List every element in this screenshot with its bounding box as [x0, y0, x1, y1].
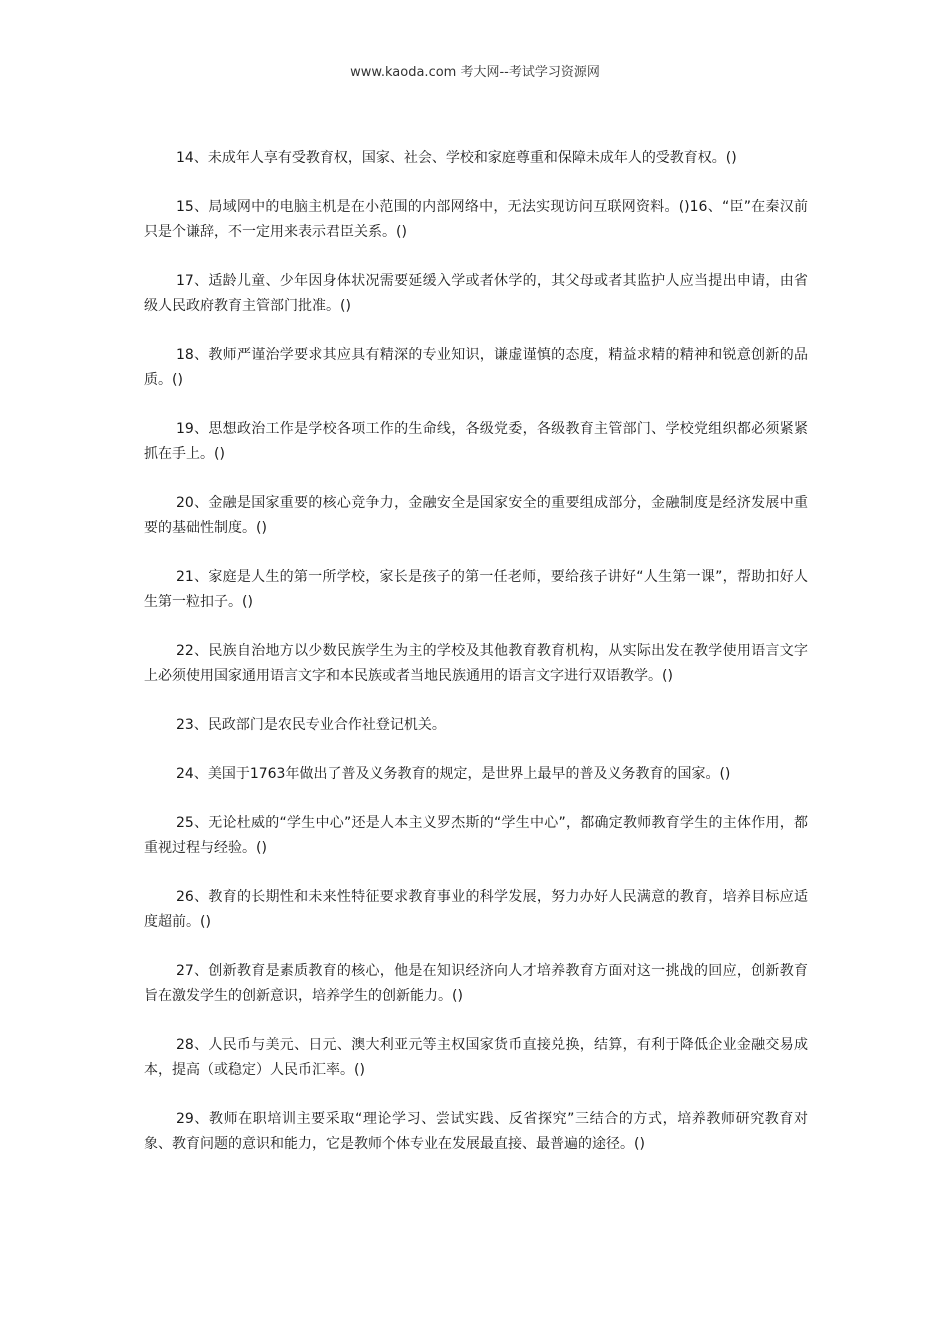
question-24: 24、美国于1763年做出了普及义务教育的规定，是世界上最早的普及义务教育的国家。() — [176, 766, 731, 782]
question-18: 18、教师严谨治学要求其应具有精深的专业知识，谦虚谨慎的态度，精益求精的精神和锐意创新的品质。() — [144, 347, 808, 388]
question-27: 27、创新教育是素质教育的核心，他是在知识经济向人才培养教育方面对这一挑战的回应，创新教育旨在激发学生的创新意识，培养学生的创新能力。() — [144, 963, 808, 1004]
question-26: 26、教育的长期性和未来性特征要求教育事业的科学发展，努力办好人民满意的教育，培养目标应适度超前。() — [144, 889, 808, 930]
question-21: 21、家庭是人生的第一所学校，家长是孩子的第一任老师，要给孩子讲好“人生第一课”，帮助扣好人生第一粒扣子。() — [144, 569, 808, 610]
question-20: 20、金融是国家重要的核心竞争力，金融安全是国家安全的重要组成部分，金融制度是经济发展中重要的基础性制度。() — [144, 495, 808, 536]
question-29: 29、教师在职培训主要采取“理论学习、尝试实践、反省探究”三结合的方式，培养教师研究教育对象、教育问题的意识和能力，它是教师个体专业在发展最直接、最普遍的途径。() — [144, 1111, 808, 1152]
question-22: 22、民族自治地方以少数民族学生为主的学校及其他教育教育机构，从实际出发在教学使用语言文字上必须使用国家通用语言文字和本民族或者当地民族通用的语言文字进行双语教学。() — [144, 643, 808, 684]
question-14: 14、未成年人享有受教育权，国家、社会、学校和家庭尊重和保障未成年人的受教育权。() — [176, 150, 737, 166]
question-23: 23、民政部门是农民专业合作社登记机关。 — [176, 717, 446, 733]
question-15-16: 15、局域网中的电脑主机是在小范围的内部网络中，无法实现访问互联网资料。()16、“臣”在秦汉前只是个谦辞，不一定用来表示君臣关系。() — [144, 199, 808, 240]
question-25: 25、无论杜威的“学生中心”还是人本主义罗杰斯的“学生中心”，都确定教师教育学生的主体作用，都重视过程与经验。() — [144, 815, 808, 856]
question-list — [144, 146, 808, 1181]
page-header: www.kaoda.com 考大网--考试学习资源网 — [350, 65, 600, 80]
question-19: 19、思想政治工作是学校各项工作的生命线，各级党委，各级教育主管部门、学校党组织都必须紧紧抓在手上。() — [144, 421, 808, 462]
question-28: 28、人民币与美元、日元、澳大利亚元等主权国家货币直接兑换，结算，有利于降低企业金融交易成本，提高（或稳定）人民币汇率。() — [144, 1037, 808, 1078]
question-17: 17、适龄儿童、少年因身体状况需要延缓入学或者休学的，其父母或者其监护人应当提出申请，由省级人民政府教育主管部门批准。() — [144, 273, 808, 314]
